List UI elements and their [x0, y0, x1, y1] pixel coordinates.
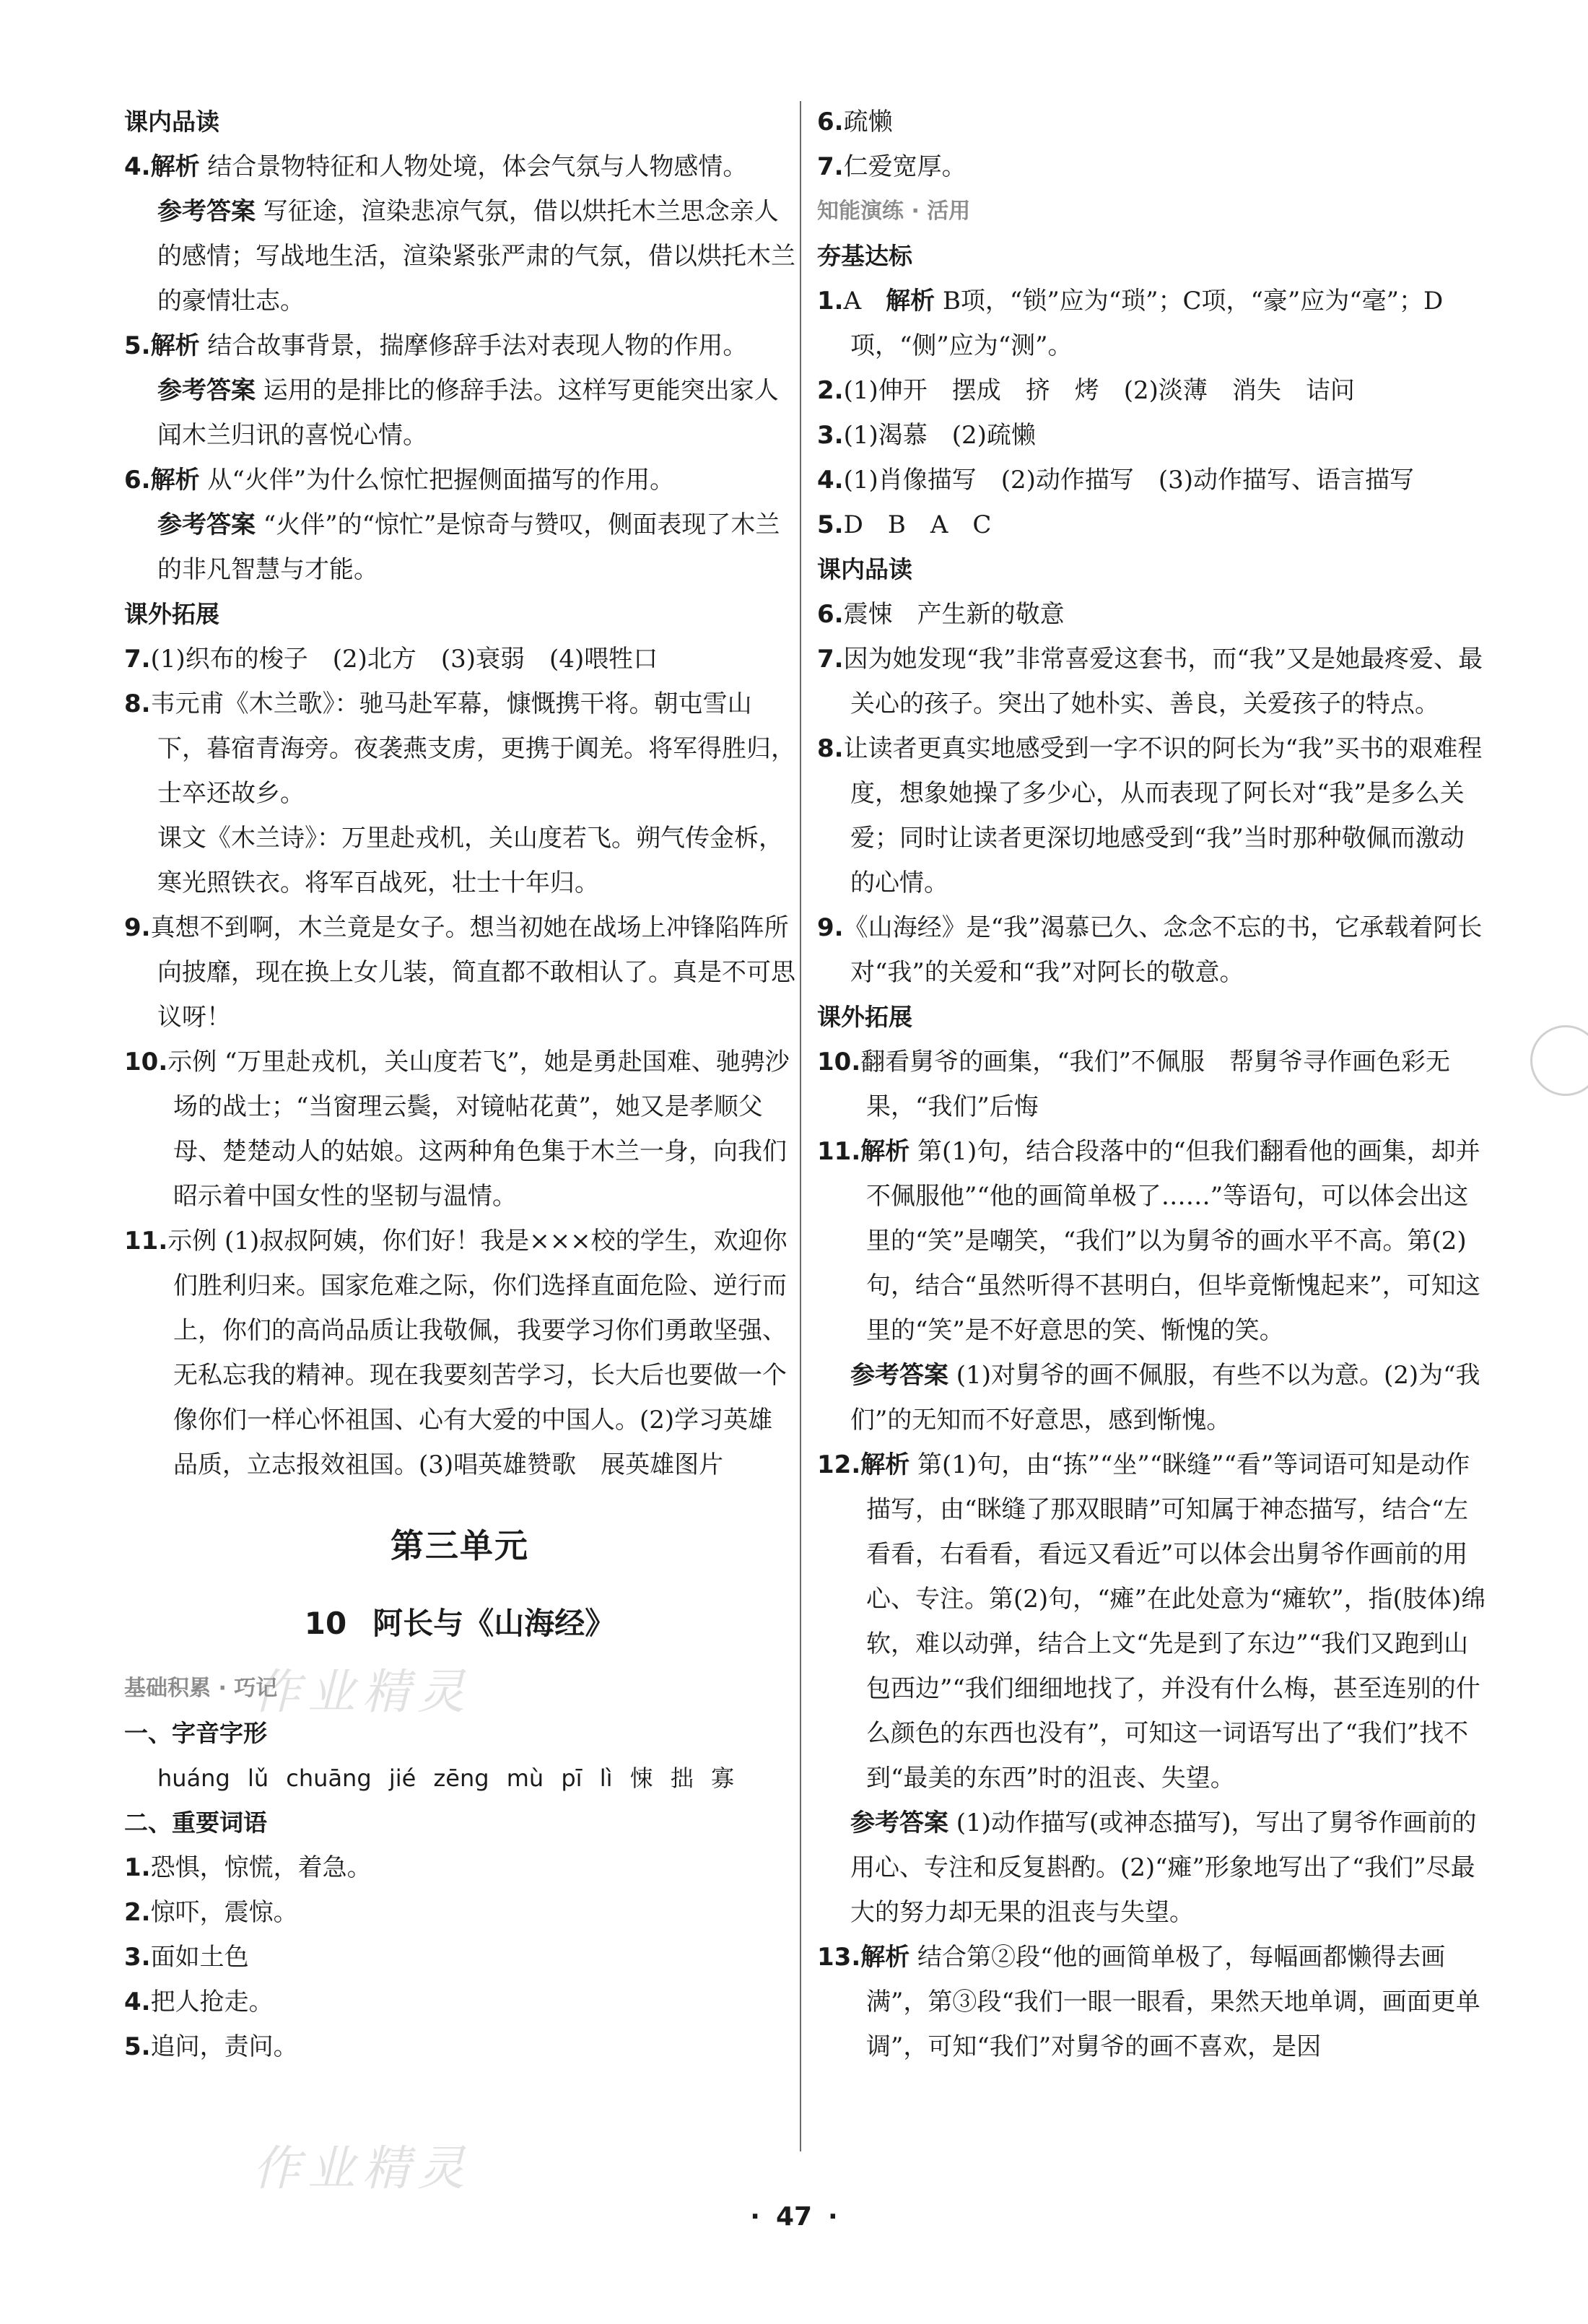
- pinyin-answers: huáng lǔ chuāng jié zēng mù pī lì 悚 拙 寡: [157, 1764, 735, 1792]
- word-1: 1.恐惧，惊慌，着急。: [124, 1853, 372, 1882]
- exercise-1: 1.A 解析 B项，“锁”应为“琐”；C项，“豪”应为“毫”；D项，“侧”应为“测”。: [817, 287, 1444, 360]
- exercise-6: 6.震悚 产生新的敬意: [817, 600, 1065, 629]
- section-heading: 课内品读: [817, 555, 912, 583]
- left-column: [124, 100, 795, 2069]
- word-6: 6.疏懒: [817, 108, 893, 136]
- exercise-13: 13.解析 结合第②段“他的画简单极了，每幅画都懒得去画满”，第③段“我们一眼一眼看，果然天地单调，画面更单调”，可知“我们”对舅爷的画不喜欢，是因: [817, 1943, 1480, 2061]
- subsection-label: 知能演练 · 活用: [817, 199, 971, 224]
- word-2: 2.惊吓，震惊。: [124, 1898, 298, 1927]
- exercise-10: 10.翻看舅爷的画集，“我们”不佩服 帮舅爷寻作画色彩无果，“我们”后悔: [817, 1048, 1450, 1121]
- question-8-cont: 课文《木兰诗》：万里赴戎机，关山度若飞。朔气传金柝，寒光照铁衣。将军百战死，壮士十年归。: [157, 824, 783, 897]
- lesson-title: 10 阿长与《山海经》: [304, 1606, 616, 1641]
- exercise-11: 11.解析 第(1)句，结合段落中的“但我们翻看他的画集，却并不佩服他”“他的画简单极了……”等语句，可以体会出这里的“笑”是嘲笑，“我们”以为舅爷的画水平不高。第(2)句，结合“虽然听得不甚明白，但毕竟惭愧起来”，可知这里的“笑”是不好意思的笑、惭愧的笑。: [817, 1137, 1480, 1345]
- question-8: 8.韦元甫《木兰歌》：驰马赴军幕，慷慨携干将。朝屯雪山下，暮宿青海旁。夜袭燕支虏，更携于阗羌。将军得胜归，士卒还故乡。: [124, 689, 795, 808]
- question-6: 6.解析 从“火伴”为什么惊忙把握侧面描写的作用。: [124, 466, 675, 495]
- section-heading: 课外拓展: [817, 1003, 912, 1031]
- answer-5: 参考答案 运用的是排比的修辞手法。这样写更能突出家人闻木兰归讯的喜悦心情。: [157, 376, 779, 450]
- exercise-8: 8.让读者更真实地感受到一字不识的阿长为“我”买书的艰难程度，想象她操了多少心，从而表现了阿长对“我”是多么关爱；同时让读者更深切地感受到“我”当时那种敬佩而激动的心情。: [817, 734, 1483, 897]
- watermark: 作业精灵: [253, 2141, 472, 2196]
- page-number: · 47 ·: [750, 2202, 838, 2232]
- stamp-mark: [1530, 1025, 1588, 1096]
- exercise-12: 12.解析 第(1)句，由“拣”“坐”“眯缝”“看”等词语可知是动作描写，由“眯缝了那双眼睛”可知属于神态描写，结合“左看看，右看看，看远又看近”可以体会出舅爷作画前的用心、专注。第(2)句，“瘫”在此处意为“瘫软”，指(肢体)绵软，难以动弹，结合上文“先是到了东边”“我们又跑到山包西边”“我们细细地找了，并没有什么梅，甚至连别的什么颜色的东西也没有”，可知这一词语写出了“我们”找不到“最美的东西”时的沮丧、失望。: [817, 1450, 1486, 1793]
- section-heading: 二、重要词语: [124, 1809, 267, 1837]
- question-9: 9.真想不到啊，木兰竟是女子。想当初她在战场上冲锋陷阵所向披靡，现在换上女儿装，简直都不敢相认了。真是不可思议呀！: [124, 913, 795, 1032]
- answer-11: 参考答案 (1)对舅爷的画不佩服，有些不以为意。(2)为“我们”的无知而不好意思，感到惭愧。: [850, 1361, 1480, 1435]
- word-4: 4.把人抢走。: [124, 1988, 274, 2016]
- question-4: 4.解析 结合景物特征和人物处境，体会气氛与人物感情。: [124, 152, 748, 181]
- unit-title: 第三单元: [391, 1526, 529, 1565]
- answer-12: 参考答案 (1)动作描写(或神态描写)，写出了舅爷作画前的用心、专注和反复斟酌。(2)“瘫”形象地写出了“我们”尽最大的努力却无果的沮丧与失望。: [850, 1809, 1477, 1927]
- right-column: [817, 100, 1488, 2069]
- section-heading: 一、字音字形: [124, 1719, 267, 1747]
- question-7: 7.(1)织布的梭子 (2)北方 (3)衰弱 (4)喂牲口: [124, 645, 658, 674]
- exercise-9: 9.《山海经》是“我”渴慕已久、念念不忘的书，它承载着阿长对“我”的关爱和“我”对阿长的敬意。: [817, 913, 1483, 987]
- answer-6: 参考答案 “火伴”的“惊忙”是惊奇与赞叹，侧面表现了木兰的非凡智慧与才能。: [157, 510, 780, 584]
- exercise-5: 5.D B A C: [817, 510, 992, 539]
- section-heading: 课内品读: [124, 108, 219, 136]
- exercise-3: 3.(1)渴慕 (2)疏懒: [817, 421, 1036, 450]
- word-3: 3.面如土色: [124, 1943, 249, 1972]
- watermark: 作业精灵: [253, 1664, 472, 1720]
- exercise-7: 7.因为她发现“我”非常喜爱这套书，而“我”又是她最疼爱、最关心的孩子。突出了她朴实、善良，关爱孩子的特点。: [817, 645, 1483, 718]
- subsection-label: 基础积累 · 巧记: [124, 1676, 278, 1701]
- column-divider: [800, 101, 801, 2151]
- section-heading: 夯基达标: [817, 242, 912, 270]
- word-5: 5.追问，责问。: [124, 2032, 298, 2061]
- word-7: 7.仁爱宽厚。: [817, 152, 967, 181]
- exercise-2: 2.(1)伸开 摆成 挤 烤 (2)淡薄 消失 诘问: [817, 376, 1355, 405]
- question-10: 10.示例 “万里赴戎机，关山度若飞”，她是勇赴国难、驰骋沙场的战士；“当窗理云鬓，对镜帖花黄”，她又是孝顺父母、楚楚动人的姑娘。这两种角色集于木兰一身，向我们昭示着中国女性的坚韧与温情。: [124, 1048, 790, 1211]
- section-heading: 课外拓展: [124, 600, 219, 628]
- question-11: 11.示例 (1)叔叔阿姨，你们好！我是×××校的学生，欢迎你们胜利归来。国家危难之际，你们选择直面危险、逆行而上，你们的高尚品质让我敬佩，我要学习你们勇敢坚强、无私忘我的精神。现在我要刻苦学习，长大后也要做一个像你们一样心怀祖国、心有大爱的中国人。(2)学习英雄品质，立志报效祖国。(3)唱英雄赞歌 展英雄图片: [124, 1227, 788, 1479]
- answer-4: 参考答案 写征途，渲染悲凉气氛，借以烘托木兰思念亲人的感情；写战地生活，渲染紧张严肃的气氛，借以烘托木兰的豪情壮志。: [157, 197, 795, 315]
- exercise-4: 4.(1)肖像描写 (2)动作描写 (3)动作描写、语言描写: [817, 466, 1415, 495]
- question-5: 5.解析 结合故事背景，揣摩修辞手法对表现人物的作用。: [124, 331, 748, 360]
